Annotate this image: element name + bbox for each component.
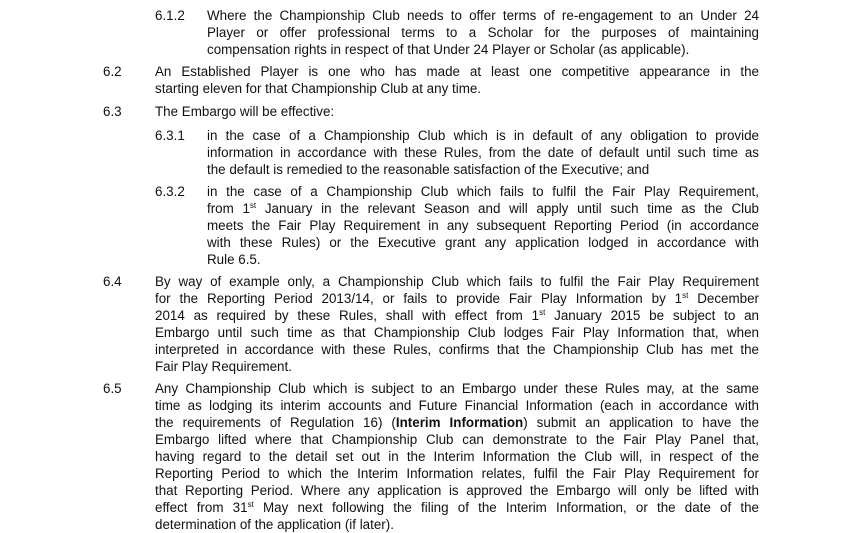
text-line: Where the Championship Club needs to offer terms of re-engagement to an Under 24	[207, 8, 759, 23]
clause-text	[155, 380, 759, 533]
text-line: Rule 6.5.	[207, 252, 261, 267]
clause-text	[155, 273, 759, 375]
text-line	[155, 290, 759, 307]
text-line	[155, 414, 759, 431]
text-line: in the case of a Championship Club which fails to fulfil the Fair Play Requirement,	[207, 184, 759, 199]
text-run: the requirements of Regulation 16) (	[155, 415, 396, 430]
text-line: Player or offer professional terms to a Scholar for the purposes of maintaining	[207, 25, 759, 40]
text-line: meets the Fair Play Requirement in any subsequent Reporting Period (in accordance	[207, 218, 759, 233]
text-line: that Reporting Period. Where any application is approved the Embargo will only be lifted with	[155, 483, 759, 498]
text-run: January 2015 be subject to an	[545, 308, 759, 323]
clause-text	[207, 127, 759, 178]
text-line: The Embargo will be effective:	[155, 104, 335, 119]
text-line: compensation rights in respect of that Under 24 Player or Scholar (as applicable).	[207, 42, 690, 57]
clause-number: 6.3.2	[155, 184, 185, 199]
text-line: time as lodging its interim accounts and Future Financial Information (each in accordance with	[155, 398, 759, 413]
text-run: effect from 31	[155, 500, 248, 515]
text-run: from 1	[207, 201, 250, 216]
superscript: st	[682, 291, 689, 300]
text-line: information in accordance with these Rules, from the date of default until such time as	[207, 145, 759, 160]
text-run: 2014 as required by these Rules, shall with effect from 1	[155, 308, 540, 323]
text-line	[155, 307, 759, 324]
text-line: interpreted in accordance with these Rules, confirms that the Championship Club has met the	[155, 342, 759, 357]
superscript: st	[247, 500, 254, 509]
defined-term: Interim Information	[395, 415, 524, 430]
text-run: for the Reporting Period 2013/14, or fails to provide Fair Play Information by 1	[155, 291, 683, 306]
text-line: Embargo lifted where that Championship Club can demonstrate to the Fair Play Panel that,	[155, 432, 759, 447]
text-run: ) submit an application to have the	[523, 415, 759, 430]
clause-number: 6.2	[103, 64, 122, 79]
clause-number: 6.1.2	[155, 8, 185, 23]
text-run: January in the relevant Season and will apply until such time as the Club	[256, 201, 759, 216]
text-line: with these Rules) or the Executive grant any application lodged in accordance with	[207, 235, 759, 250]
text-line: in the case of a Championship Club which is in default of any obligation to provide	[207, 128, 759, 143]
text-line: An Established Player is one who has made at least one competitive appearance in the	[155, 64, 759, 79]
clause-number: 6.5	[103, 381, 122, 396]
clause-text	[155, 103, 759, 120]
clause-text	[155, 63, 759, 97]
text-run: May next following the filing of the Interim Information, or the date of the	[253, 500, 759, 515]
text-line: having regard to the detail set out in the Interim Information the Club will, in respect of the	[155, 449, 759, 464]
superscript: st	[539, 308, 546, 317]
clause-text	[207, 183, 759, 268]
text-line: the default is remedied to the reasonable satisfaction of the Executive; and	[207, 162, 650, 177]
text-line	[207, 200, 759, 217]
text-line: determination of the application (if later).	[155, 517, 394, 532]
text-line: By way of example only, a Championship Club which fails to fulfil the Fair Play Requirement	[155, 274, 759, 289]
text-line: Reporting Period to which the Interim Information relates, fulfil the Fair Play Requirement for	[155, 466, 759, 481]
clause-number: 6.3	[103, 104, 122, 119]
text-line: starting eleven for that Championship Club at any time.	[155, 81, 482, 96]
text-line: Any Championship Club which is subject to an Embargo under these Rules may, at the same	[155, 381, 759, 396]
clause-number: 6.3.1	[155, 128, 185, 143]
text-run: December	[688, 291, 759, 306]
superscript: st	[249, 201, 257, 210]
text-line: Fair Play Requirement.	[155, 359, 292, 374]
clause-text	[207, 7, 759, 58]
clause-number: 6.4	[103, 274, 122, 289]
text-line	[155, 499, 759, 516]
text-line: Embargo until such time as that Championship Club lodges Fair Play Information that, when	[155, 325, 759, 340]
